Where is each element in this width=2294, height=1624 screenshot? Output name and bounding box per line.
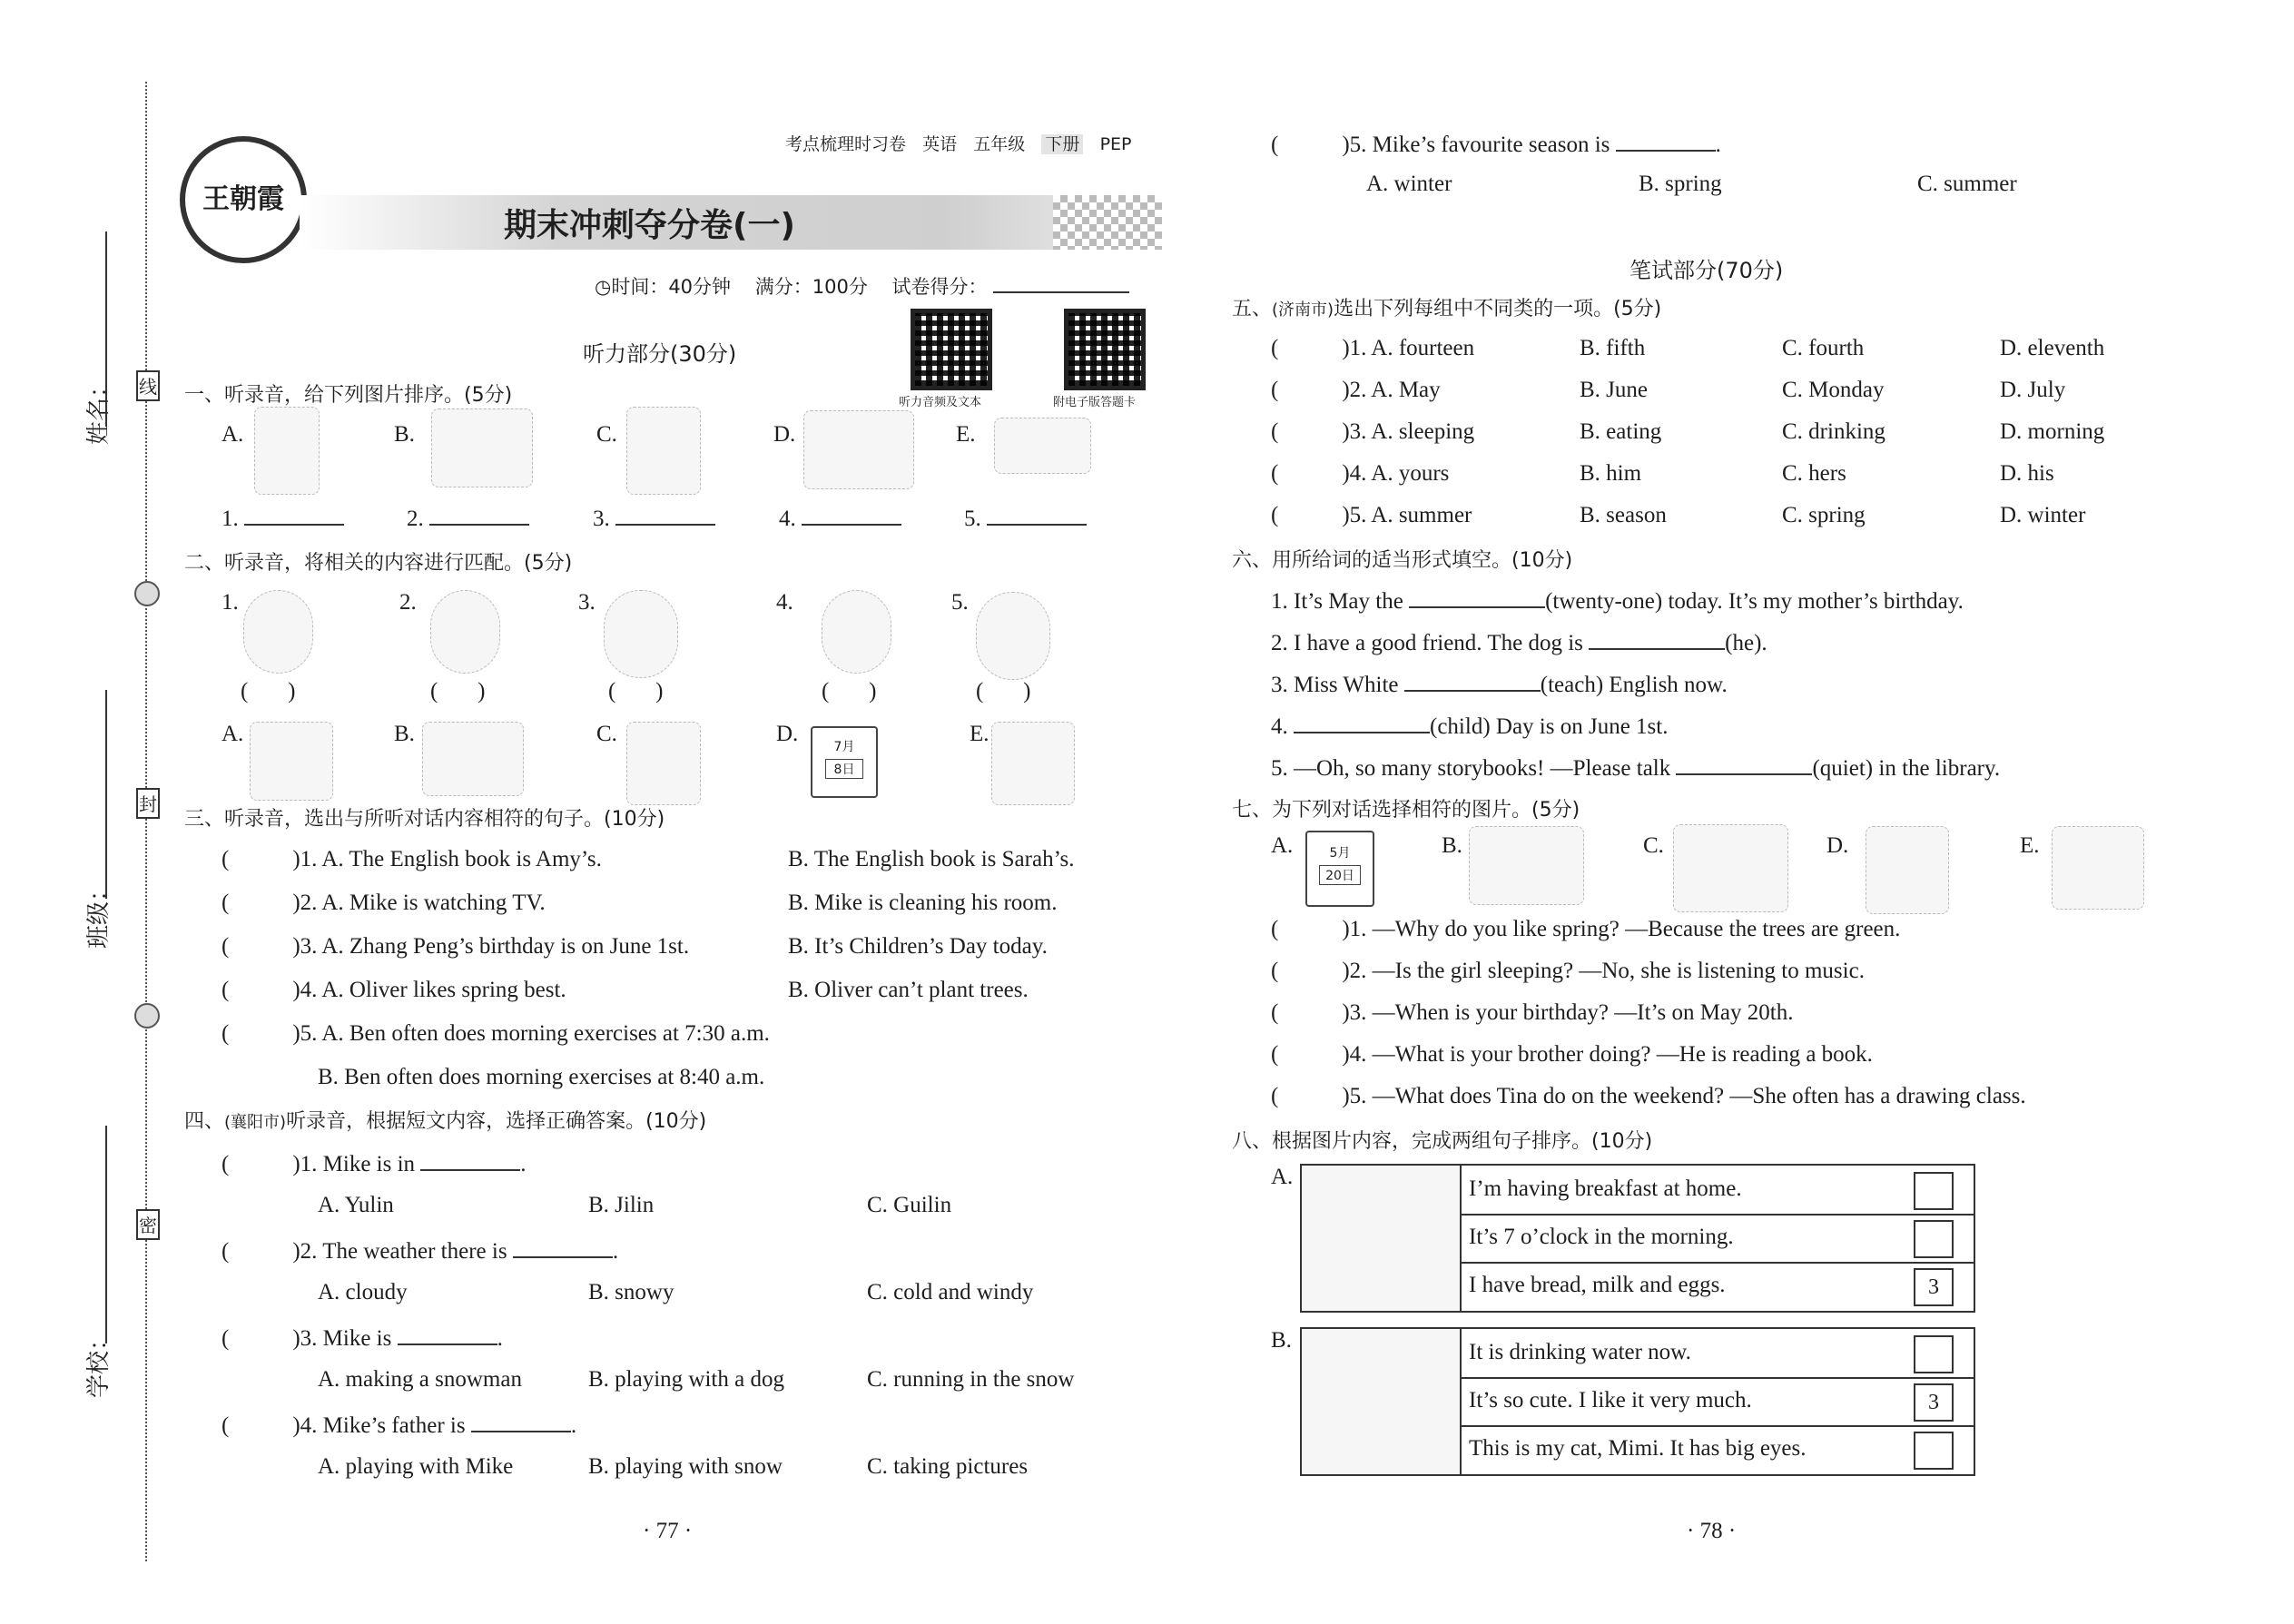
- s3-q2[interactable]: ( )2. A. Mike is watching TV.: [222, 891, 546, 915]
- section-2-title: 二、听录音，将相关的内容进行匹配。(5分): [184, 552, 573, 575]
- s2-face-girl-pigtails: [604, 590, 678, 678]
- s5-q1[interactable]: ( )1. A. fourteen: [1271, 336, 1475, 360]
- score-blank[interactable]: [993, 291, 1129, 293]
- s5-q5-option-b: B. season: [1580, 503, 1667, 527]
- s8-b-pic-cat-drinking: [1302, 1329, 1462, 1474]
- s2-pic-a-label: A.: [222, 722, 244, 746]
- s4-q4-option-b: B. playing with snow: [588, 1454, 783, 1479]
- s1-answer-5[interactable]: 5.: [964, 504, 1087, 532]
- score-label: 试卷得分：: [891, 276, 988, 298]
- page-number-right: · 78 ·: [1687, 1519, 1737, 1543]
- s5-q1-option-d: D. eleventh: [2000, 336, 2105, 360]
- margin-name-field: 姓名：: [80, 231, 107, 468]
- s5-q2-option-b: B. June: [1580, 378, 1648, 402]
- full-score: 满分：100分: [754, 276, 868, 298]
- s5-q4-option-d: D. his: [2000, 461, 2054, 486]
- s2-pic-sleeping-night: [422, 722, 524, 796]
- s2-num-4: 4.: [776, 590, 793, 615]
- seal-mark-xian: 线: [136, 370, 160, 401]
- s6-q1[interactable]: 1. It’s May the (twenty-one) today. It’s my mother’s birthday.: [1271, 586, 1964, 615]
- s8-group-b-table: [1300, 1327, 1975, 1476]
- s4-q1-option-b: B. Jilin: [588, 1193, 655, 1217]
- exam-title: 期末冲刺夺分卷(一): [504, 207, 795, 244]
- s3-q1-option-b: B. The English book is Sarah’s.: [788, 847, 1075, 871]
- s1-pic-b-label: B.: [394, 422, 415, 447]
- s2-face-girl-long-hair: [976, 592, 1050, 680]
- s8-a-order-box[interactable]: [1914, 1172, 1954, 1210]
- s5-q5[interactable]: ( )5. A. summer: [1271, 503, 1472, 527]
- s2-num-3: 3.: [578, 590, 596, 615]
- s1-answer-1[interactable]: 1.: [222, 504, 344, 532]
- qr-code-answer-card[interactable]: [1064, 309, 1146, 390]
- s3-q1[interactable]: ( )1. A. The English book is Amy’s.: [222, 847, 602, 871]
- s1-answer-3[interactable]: 3.: [593, 504, 715, 532]
- s5-q2-option-c: C. Monday: [1782, 378, 1885, 402]
- s5-q1-option-c: C. fourth: [1782, 336, 1865, 360]
- s8-a-row: I have bread, milk and eggs. 3: [1462, 1262, 1974, 1310]
- s3-q4[interactable]: ( )4. A. Oliver likes spring best.: [222, 978, 566, 1002]
- s5-q2-option-d: D. July: [2000, 378, 2066, 402]
- s8-b-order-box[interactable]: [1914, 1432, 1954, 1470]
- s8-a-order-box[interactable]: 3: [1914, 1268, 1954, 1306]
- s8-a-row: I’m having breakfast at home.: [1462, 1166, 1974, 1216]
- section-7-title: 七、为下列对话选择相符的图片。(5分): [1232, 799, 1580, 822]
- s7-pic-d-label: D.: [1826, 833, 1849, 858]
- s7-pic-spring-trees: [2052, 826, 2144, 910]
- margin-school-field: 学校：: [80, 1126, 107, 1398]
- s8-b-row: It’s so cute. I like it very much. 3: [1462, 1377, 1974, 1427]
- term-badge: 下册: [1041, 134, 1083, 154]
- subject: 英语: [922, 134, 958, 154]
- s5-q3-option-c: C. drinking: [1782, 419, 1885, 444]
- s4-q1-option-a: A. Yulin: [318, 1193, 394, 1217]
- s8-group-b-label: B.: [1271, 1328, 1292, 1353]
- s5-q4[interactable]: ( )4. A. yours: [1271, 461, 1450, 486]
- s2-calendar-icon: 7月 8日: [811, 726, 878, 798]
- s8-group-a-label: A.: [1271, 1165, 1294, 1189]
- qr-caption-answer-card: 附电子版答题卡: [1053, 396, 1137, 409]
- s2-answer-paren-1[interactable]: ( ): [241, 679, 296, 704]
- s1-answer-2[interactable]: 2.: [407, 504, 529, 532]
- s5-q4-option-c: C. hers: [1782, 461, 1846, 486]
- s5-q1-option-b: B. fifth: [1580, 336, 1646, 360]
- s1-pic-girl-drawing: [431, 408, 533, 487]
- s1-answer-4[interactable]: 4.: [779, 504, 901, 532]
- s3-q3[interactable]: ( )3. A. Zhang Peng’s birthday is on June 1st.: [222, 934, 690, 959]
- s3-q2-option-b: B. Mike is cleaning his room.: [788, 891, 1058, 915]
- s2-num-2: 2.: [399, 590, 417, 615]
- grade: 五年级: [973, 134, 1026, 154]
- s5-q3-option-b: B. eating: [1580, 419, 1662, 444]
- s8-b-row: It is drinking water now.: [1462, 1329, 1974, 1379]
- s7-pic-b-label: B.: [1442, 833, 1462, 858]
- section-6-title: 六、用所给词的适当形式填空。(10分): [1232, 549, 1573, 572]
- s2-pic-e-label: E.: [970, 722, 989, 746]
- s7-q5[interactable]: ( )5. —What does Tina do on the weekend? —She often has a drawing class.: [1271, 1084, 2026, 1108]
- s4-q2-option-c: C. cold and windy: [867, 1280, 1034, 1304]
- s4-q4-option-c: C. taking pictures: [867, 1454, 1029, 1479]
- s1-pic-e-label: E.: [956, 422, 976, 447]
- s2-answer-paren-2[interactable]: ( ): [430, 679, 486, 704]
- seal-mark-mi: 密: [136, 1209, 160, 1240]
- s6-q5[interactable]: 5. —Oh, so many storybooks! —Please talk (quiet) in the library.: [1271, 753, 2000, 782]
- s7-q2[interactable]: ( )2. —Is the girl sleeping? —No, she is listening to music.: [1271, 959, 1865, 983]
- s4-q1-option-c: C. Guilin: [867, 1193, 952, 1217]
- s4-q5-option-b: B. spring: [1639, 172, 1722, 196]
- brand-logo: 王朝霞: [180, 136, 307, 263]
- s7-q1[interactable]: ( )1. —Why do you like spring? —Because the trees are green.: [1271, 917, 1901, 941]
- s3-q4-option-b: B. Oliver can’t plant trees.: [788, 978, 1029, 1002]
- s2-num-1: 1.: [222, 590, 239, 615]
- s2-face-boy-short: [430, 590, 500, 674]
- listening-heading: 听力部分(30分): [583, 341, 737, 367]
- margin-class-field: 班级：: [80, 690, 107, 953]
- section-1-title: 一、听录音，给下列图片排序。(5分): [184, 384, 513, 407]
- s8-a-order-box[interactable]: [1914, 1220, 1954, 1258]
- s1-pic-girl-running: [254, 407, 320, 495]
- s8-b-row: This is my cat, Mimi. It has big eyes.: [1462, 1425, 1974, 1473]
- s7-calendar-icon: 5月 20日: [1305, 831, 1374, 907]
- section-3-title: 三、听录音，选出与所听对话内容相符的句子。(10分): [184, 808, 665, 831]
- seal-mark-feng: 封: [136, 788, 160, 819]
- s5-q4-option-b: B. him: [1580, 461, 1642, 486]
- time-limit: ◷时间：40分钟: [595, 276, 732, 298]
- s2-pic-tree-planting: [991, 722, 1075, 805]
- s4-q3-option-c: C. running in the snow: [867, 1367, 1075, 1392]
- margin-ornament-icon: [134, 581, 160, 606]
- s4-q5-option-a: A. winter: [1366, 172, 1452, 196]
- s6-q3[interactable]: 3. Miss White (teach) English now.: [1271, 670, 1728, 698]
- s2-pic-d-label: D.: [776, 722, 799, 746]
- s1-pic-a-label: A.: [222, 422, 244, 447]
- s1-pic-mountains: [994, 418, 1091, 474]
- s3-q5[interactable]: ( )5. A. Ben often does morning exercises at 7:30 a.m.: [222, 1021, 770, 1046]
- s4-q5[interactable]: ( )5. Mike’s favourite season is .: [1271, 130, 1721, 158]
- s8-b-order-box[interactable]: [1914, 1335, 1954, 1373]
- s2-face-boy-glasses: [822, 590, 891, 674]
- s4-q3-option-a: A. making a snowman: [318, 1367, 522, 1392]
- page-number-left: · 77 ·: [643, 1519, 693, 1543]
- s7-pic-e-label: E.: [2020, 833, 2040, 858]
- margin-ornament-icon: [134, 1003, 160, 1029]
- series-info: [785, 131, 1131, 155]
- title-ribbon-checker: [1053, 195, 1162, 250]
- s8-a-row: It’s 7 o’clock in the morning.: [1462, 1214, 1974, 1264]
- s4-q5-option-c: C. summer: [1917, 172, 2017, 196]
- s7-pic-a-label: A.: [1271, 833, 1294, 858]
- s5-q2[interactable]: ( )2. A. May: [1271, 378, 1441, 402]
- written-heading: 笔试部分(70分): [1629, 258, 1784, 283]
- s6-q4[interactable]: 4. (child) Day is on June 1st.: [1271, 712, 1668, 740]
- s7-q4[interactable]: ( )4. —What is your brother doing? —He is reading a book.: [1271, 1042, 1873, 1067]
- s2-answer-paren-4[interactable]: ( ): [822, 679, 877, 704]
- s7-pic-girl-music: [1866, 826, 1949, 914]
- s5-q3-option-d: D. morning: [2000, 419, 2105, 444]
- s7-pic-c-label: C.: [1643, 833, 1664, 858]
- s8-b-order-box[interactable]: 3: [1914, 1383, 1954, 1422]
- s4-q4[interactable]: ( )4. Mike’s father is .: [222, 1411, 576, 1439]
- s1-pic-snowy-house: [803, 410, 914, 489]
- s7-pic-boy-reading: [1469, 826, 1584, 905]
- series-name: 考点梳理时习卷: [785, 134, 907, 154]
- section-5-title: 五、(济南市)选出下列每组中不同类的一项。(5分): [1232, 298, 1662, 320]
- section-8-title: 八、根据图片内容，完成两组句子排序。(10分): [1232, 1130, 1653, 1153]
- s2-face-boy-curly: [243, 590, 313, 674]
- s4-q2[interactable]: ( )2. The weather there is .: [222, 1236, 618, 1265]
- section-4-title: 四、(襄阳市)听录音，根据短文内容，选择正确答案。(10分): [184, 1110, 707, 1133]
- s2-num-5: 5.: [951, 590, 969, 615]
- edition: PEP: [1099, 134, 1132, 154]
- s7-pic-drawing-class: [1673, 824, 1788, 912]
- s5-q5-option-d: D. winter: [2000, 503, 2086, 527]
- s8-group-a-table: [1300, 1164, 1975, 1313]
- s7-q3[interactable]: ( )3. —When is your birthday? —It’s on May 20th.: [1271, 1000, 1794, 1025]
- s3-q5-option-b: B. Ben often does morning exercises at 8:40 a.m.: [318, 1065, 765, 1089]
- s4-q3-option-b: B. playing with a dog: [588, 1367, 784, 1392]
- s5-q5-option-c: C. spring: [1782, 503, 1866, 527]
- s2-answer-paren-3[interactable]: ( ): [608, 679, 664, 704]
- s2-pic-c-label: C.: [596, 722, 617, 746]
- s1-pic-robot: [626, 407, 701, 495]
- exam-meta: [595, 272, 1129, 300]
- binding-line: [145, 82, 147, 1561]
- qr-caption-audio: 听力音频及文本: [899, 396, 982, 409]
- s1-pic-d-label: D.: [773, 422, 796, 447]
- s2-pic-b-label: B.: [394, 722, 415, 746]
- s4-q4-option-a: A. playing with Mike: [318, 1454, 514, 1479]
- s2-answer-paren-5[interactable]: ( ): [976, 679, 1031, 704]
- s4-q2-option-b: B. snowy: [588, 1280, 674, 1304]
- s2-pic-kids-playing: [626, 722, 701, 805]
- s6-q2[interactable]: 2. I have a good friend. The dog is (he).: [1271, 628, 1767, 656]
- s4-q1[interactable]: ( )1. Mike is in .: [222, 1149, 527, 1177]
- s4-q2-option-a: A. cloudy: [318, 1280, 408, 1304]
- s4-q3[interactable]: ( )3. Mike is .: [222, 1324, 503, 1352]
- s3-q3-option-b: B. It’s Children’s Day today.: [788, 934, 1048, 959]
- s1-pic-c-label: C.: [596, 422, 617, 447]
- s8-a-pic-girl-breakfast: [1302, 1166, 1462, 1311]
- qr-code-audio[interactable]: [911, 309, 992, 390]
- s2-pic-snowman: [250, 722, 333, 801]
- s5-q3[interactable]: ( )3. A. sleeping: [1271, 419, 1475, 444]
